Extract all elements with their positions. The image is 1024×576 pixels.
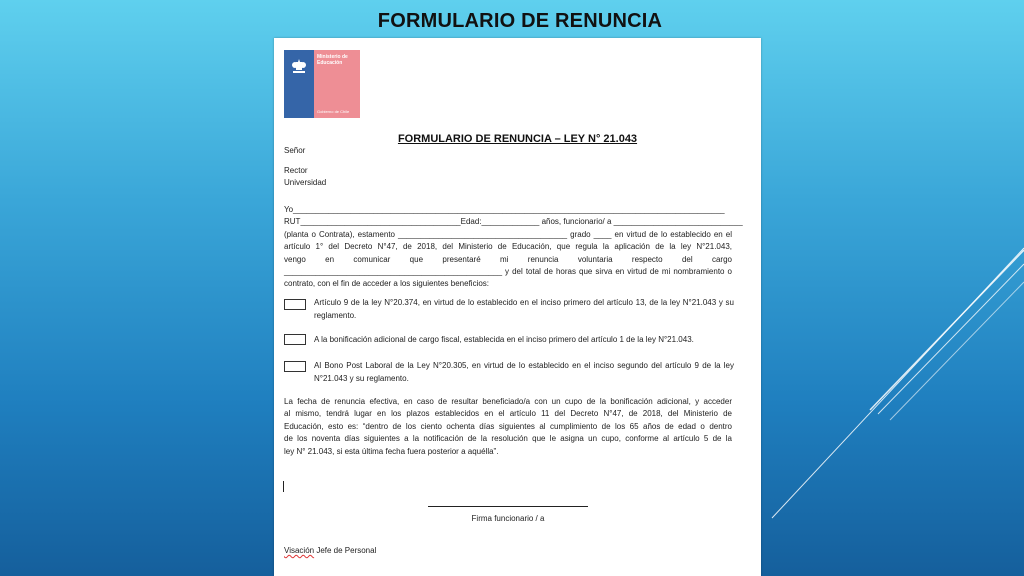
document-title: FORMULARIO DE RENUNCIA – LEY N° 21.043 — [397, 133, 638, 145]
body-line: RUT____________________________________Edad:_____________ años, funcionario/ a _____________________________ — [284, 217, 743, 227]
closing-line: al mismo, tendrá lugar en los plazos establecidos en el artículo 11 del Decreto N°47, de 2018, del Ministerio de — [284, 409, 732, 419]
closing-line: de los noventa días siguientes a la notificación de la resolución que le asigna un cupo, conforme al artículo 5 de la — [284, 434, 732, 444]
ministry-name: Ministerio de Educación — [317, 54, 348, 66]
signature-label: Firma funcionario / a — [471, 514, 545, 523]
body-line: contrato, con el fin de acceder a los siguientes beneficios: — [284, 279, 490, 289]
body-line: vengo en comunicar que presentaré mi renuncia voluntaria respecto del cargo — [284, 254, 732, 264]
benefit-checkbox-2[interactable] — [284, 334, 306, 345]
chile-crest-icon — [289, 58, 309, 74]
body-line: _________________________________________________ y del total de horas que sirva en virtud de mi nombramiento o — [284, 267, 732, 277]
benefit-checkbox-1[interactable] — [284, 299, 306, 310]
body-line: artículo 1° del Decreto N°47, de 2018, del Ministerio de Educación, que regula la aplicación de la ley N°21.043, — [284, 242, 732, 252]
government-name: Gobierno de Chile — [317, 109, 350, 114]
visacion-rest: Jefe de Personal — [314, 546, 377, 555]
decorative-lines — [760, 240, 1024, 530]
body-line: Yo_________________________________________________________________________________________________ — [284, 205, 725, 214]
closing-line: La fecha de renuncia efectiva, en caso de resultar beneficiado/a con un cupo de la bonificación adicional, y acceder — [284, 397, 732, 406]
body-line: (planta o Contrata), estamento ______________________________________ grado ____ en virtud de lo establecido en el — [284, 229, 732, 239]
body-paragraph — [284, 204, 743, 291]
benefit-option-3: Al Bono Post Laboral de la Ley N°20.305, en virtud de lo establecido en el inciso segundo del artículo 9 de la ley N°21.043 y su reglamento. — [314, 361, 734, 383]
recipient-line-1: Rector — [284, 166, 308, 175]
recipient-line-2: Universidad — [284, 178, 327, 187]
visacion-line — [284, 546, 376, 555]
closing-line: ley N° 21.043, si esta última fecha fuera posterior a aquélla”. — [284, 446, 499, 456]
closing-paragraph — [284, 396, 732, 458]
closing-line: Educación, esto es: “dentro de los ciento ochenta días siguientes al cumplimiento de los 65 años de edad o dentro — [284, 421, 732, 431]
visacion-word: Visación — [284, 546, 315, 555]
text-cursor — [283, 481, 284, 492]
benefit-checkbox-3[interactable] — [284, 361, 306, 372]
salutation: Señor — [284, 146, 306, 155]
slide-title: FORMULARIO DE RENUNCIA — [377, 10, 663, 32]
signature-line — [428, 506, 588, 507]
document-page — [274, 38, 761, 576]
ministry-logo — [284, 50, 360, 118]
benefit-option-1: Artículo 9 de la ley N°20.374, en virtud de lo establecido en el inciso primero del artículo 13, de la ley N°21.043 y su reglamento. — [314, 298, 734, 320]
benefit-option-2: A la bonificación adicional de cargo fiscal, establecida en el inciso primero del artículo 1 de la ley N°21.043. — [314, 335, 694, 344]
